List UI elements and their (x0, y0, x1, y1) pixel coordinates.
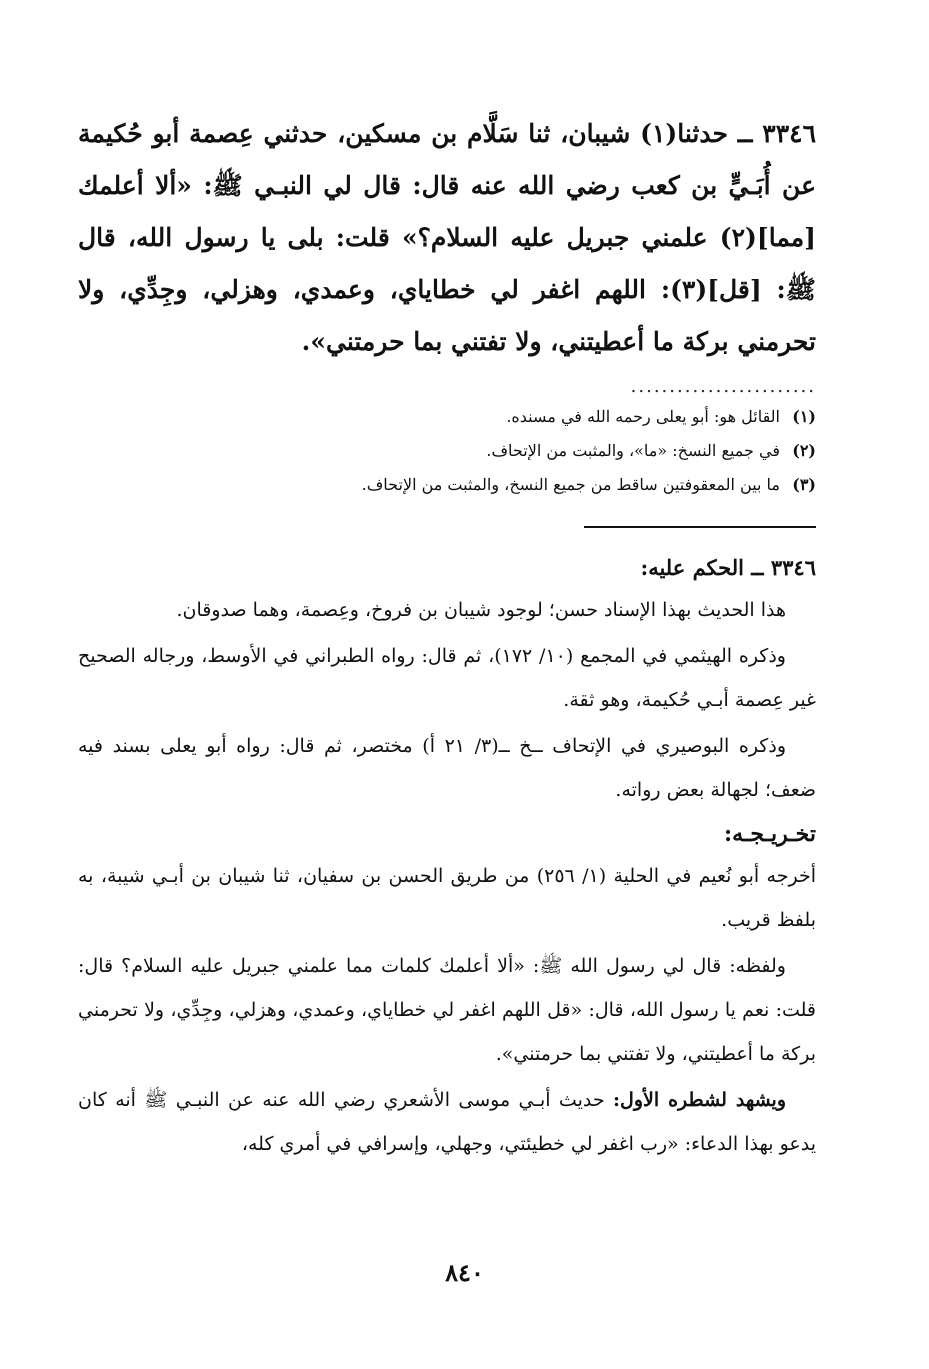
footnote-2 (78, 434, 816, 468)
hadith-number: ٣٣٤٦ (762, 119, 816, 148)
takhrij-paragraph-3 (78, 1078, 816, 1166)
page-number: ٨٤٠ (445, 1258, 484, 1287)
ruling-paragraph-2: وذكره الهيثمي في المجمع (١٠/ ١٧٢)، ثم قال: رواه الطبراني في الأوسط، ورجاله الصحيح غير عِصمة أبـي حُكيمة، وهو ثقة. (78, 645, 816, 711)
footnote-1 (78, 400, 816, 434)
footnote-text: ما بين المعقوفتين ساقط من جميع النسخ، والمثبت من الإتحاف. (361, 475, 780, 494)
hadith-body: ــ حدثنا(١) شيبان، ثنا سَلَّام بن مسكين، حدثني عِصمة أبو حُكيمة عن أُبَـيٍّ بن كعب رضي الله عنه قال: قال لي النبـي ﷺ: «ألا أعلمك [مما](٢) علمني جبريل عليه السلام؟» قلت: بلى يا رسول الله، قال ﷺ: [قل](٣): اللهم اغفر لي خطاياي، وعمدي، وهزلي، وجِدِّي، ولا تحرمني بركة ما أعطيتني، ولا تفتني بما حرمتني». (78, 119, 816, 356)
footnote-text: القائل هو: أبو يعلى رحمه الله في مسنده. (506, 407, 780, 426)
section-divider (584, 526, 816, 528)
takhrij-paragraph-2: ولفظه: قال لي رسول الله ﷺ: «ألا أعلمك كلمات مما علمني جبريل عليه السلام؟ قال: قلت: نعم يا رسول الله، قال: «قل اللهم اغفر لي خطاياي، وعمدي، وهزلي، وجِدِّي، ولا تحرمني بركة ما أعطيتني، ولا تفتني بما حرمتني». (78, 955, 816, 1065)
witness-lead: ويشهد لشطره الأول: (613, 1089, 786, 1111)
footnotes (78, 400, 816, 502)
ruling-paragraph-1: هذا الحديث بهذا الإسناد حسن؛ لوجود شيبان بن فروخ، وعِصمة، وهما صدوقان. (176, 599, 786, 621)
takhrij-heading: تخـريـجـه: (723, 821, 816, 847)
takhrij-paragraph-1: أخرجه أبو نُعيم في الحلية (١/ ٢٥٦) من طريق الحسن بن سفيان، ثنا شيبان بن أبـي شيبة، به بلفظ قريب. (78, 865, 816, 931)
ruling-heading: ٣٣٤٦ ــ الحكم عليه: (640, 555, 816, 580)
footnote-text: في جميع النسخ: «ما»، والمثبت من الإتحاف. (486, 441, 780, 460)
witness-text: حديث أبـي موسى الأشعري رضي الله عنه عن النبـي ﷺ أنه كان يدعو بهذا الدعاء: «رب اغفر لي خطيئتي، وجهلي، وإسرافي في أمري كله، (78, 1089, 816, 1155)
footnote-number: (٢) (792, 441, 816, 460)
footnote-separator: ........................ (630, 376, 816, 396)
footnote-3 (78, 468, 816, 502)
page-content (78, 108, 816, 1166)
hadith-text (78, 108, 816, 368)
footnote-number: (٣) (792, 475, 816, 494)
ruling-paragraph-3: وذكره البوصيري في الإتحاف ــخ ــ(٣/ ٢١ أ) مختصر، ثم قال: رواه أبو يعلى بسند فيه ضعف؛ لجهالة بعض رواته. (78, 735, 816, 801)
footnote-number: (١) (792, 407, 816, 426)
